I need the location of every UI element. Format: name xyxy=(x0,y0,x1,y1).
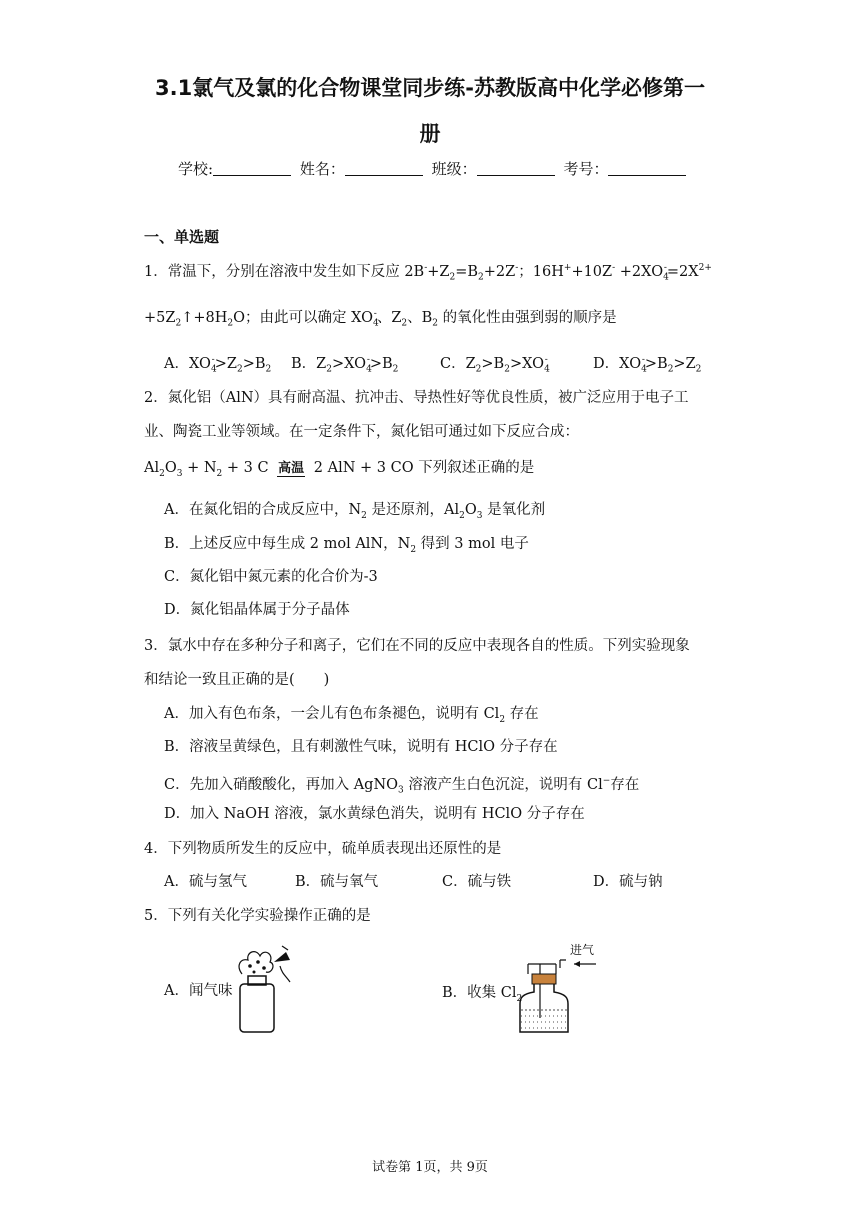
reaction-condition: 高温 xyxy=(278,461,305,476)
q3-option-a[interactable]: A．加入有色布条，一会儿有色布条褪色，说明有 $Cl_2$ 存在 xyxy=(164,706,539,725)
q3-option-c[interactable]: C．先加入硝酸酸化，再加入 AgNO$_3$ 溶液产生白色沉淀，说明有 Cl−存在 xyxy=(164,776,640,796)
question-3-line-1: 3．氯水中存在多种分子和离子，它们在不同的反应中表现各自的性质。下列实验现象 xyxy=(144,638,690,654)
page-footer: 试卷第 1页，共 9页 xyxy=(372,1160,488,1175)
q1-option-d[interactable]: D．$XO_4^->B_2>Z_2$ xyxy=(593,355,702,375)
gas-collection-bottle-illustration xyxy=(512,938,622,1038)
exam-number-blank[interactable] xyxy=(608,161,686,176)
name-label: 姓名： xyxy=(299,160,345,178)
name-blank[interactable] xyxy=(345,161,423,176)
class-label: 班级： xyxy=(431,160,477,178)
q4-option-c[interactable]: C．硫与铁 xyxy=(442,874,512,890)
question-2-equation: $Al_2O_3 + N_2 + 3$ C 高温 2 AlN + 3 CO 下列叙述正确的是 xyxy=(144,460,535,479)
question-1-line-2: $+5Z_2↑+8H_2O$；由此可以确定 $XO_4^-$、$Z_2$、$B_2$ 的氧化性由强到弱的顺序是 xyxy=(144,309,617,329)
class-blank[interactable] xyxy=(477,161,555,176)
q4-option-b[interactable]: B．硫与氧气 xyxy=(295,874,379,890)
question-5-stem: 5．下列有关化学实验操作正确的是 xyxy=(144,908,371,924)
question-2-line-2: 业、陶瓷工业等领域。在一定条件下，氮化铝可通过如下反应合成： xyxy=(144,424,579,440)
school-label: 学校: xyxy=(178,160,214,178)
page-title-continued: 册 xyxy=(419,122,441,146)
q2-option-a[interactable]: A．在氮化铝的合成反应中，$N_2$ 是还原剂，$Al_2O_3$ 是氧化剂 xyxy=(164,502,546,521)
q5-option-b[interactable]: B．收集 $Cl_2$ xyxy=(442,985,523,1004)
q5-option-a[interactable]: A．闻气味 xyxy=(164,983,233,999)
q3-option-b[interactable]: B．溶液呈黄绿色，且有刺激性气味，说明有 HClO 分子存在 xyxy=(164,739,558,755)
gas-inlet-label: 进气 xyxy=(570,943,595,957)
question-1-line-1: 1．常温下，分别在溶液中发生如下反应 $2B^-+Z_2=B_2+2Z^-$；$16H^++10Z^- +2XO_4^-=2X^{2+}$ xyxy=(144,263,712,283)
question-3-line-2: 和结论一致且正确的是( ) xyxy=(144,672,330,688)
smell-gas-illustration xyxy=(228,940,298,1036)
student-info-line xyxy=(178,158,690,179)
q1-option-a[interactable]: A．$XO_4^->Z_2>B_2$ xyxy=(164,355,272,375)
q2-option-d[interactable]: D．氮化铝晶体属于分子晶体 xyxy=(164,602,350,618)
q2-option-b[interactable]: B．上述反应中每生成 2 mol AlN，$N_2$ 得到 3 mol 电子 xyxy=(164,536,529,555)
school-blank[interactable] xyxy=(213,161,291,176)
q1-option-c[interactable]: C．$Z_2>B_2>XO_4^-$ xyxy=(440,355,550,375)
q4-option-a[interactable]: A．硫与氢气 xyxy=(164,874,247,890)
exam-number-label: 考号： xyxy=(563,160,609,178)
section-heading: 一、单选题 xyxy=(144,228,220,246)
q2-option-c[interactable]: C．氮化铝中氮元素的化合价为-3 xyxy=(164,569,378,585)
question-4-stem: 4．下列物质所发生的反应中，硫单质表现出还原性的是 xyxy=(144,841,502,857)
question-2-line-1: 2．氮化铝（AlN）具有耐高温、抗冲击、导热性好等优良性质，被广泛应用于电子工 xyxy=(144,390,689,406)
q4-option-d[interactable]: D．硫与钠 xyxy=(593,874,663,890)
q3-option-d[interactable]: D．加入 NaOH 溶液，氯水黄绿色消失，说明有 HClO 分子存在 xyxy=(164,806,585,822)
q1-option-b[interactable]: B．$Z_2>XO_4^->B_2$ xyxy=(291,355,399,375)
page-title: 3.1氯气及氯的化合物课堂同步练-苏教版高中化学必修第一 xyxy=(155,76,705,100)
